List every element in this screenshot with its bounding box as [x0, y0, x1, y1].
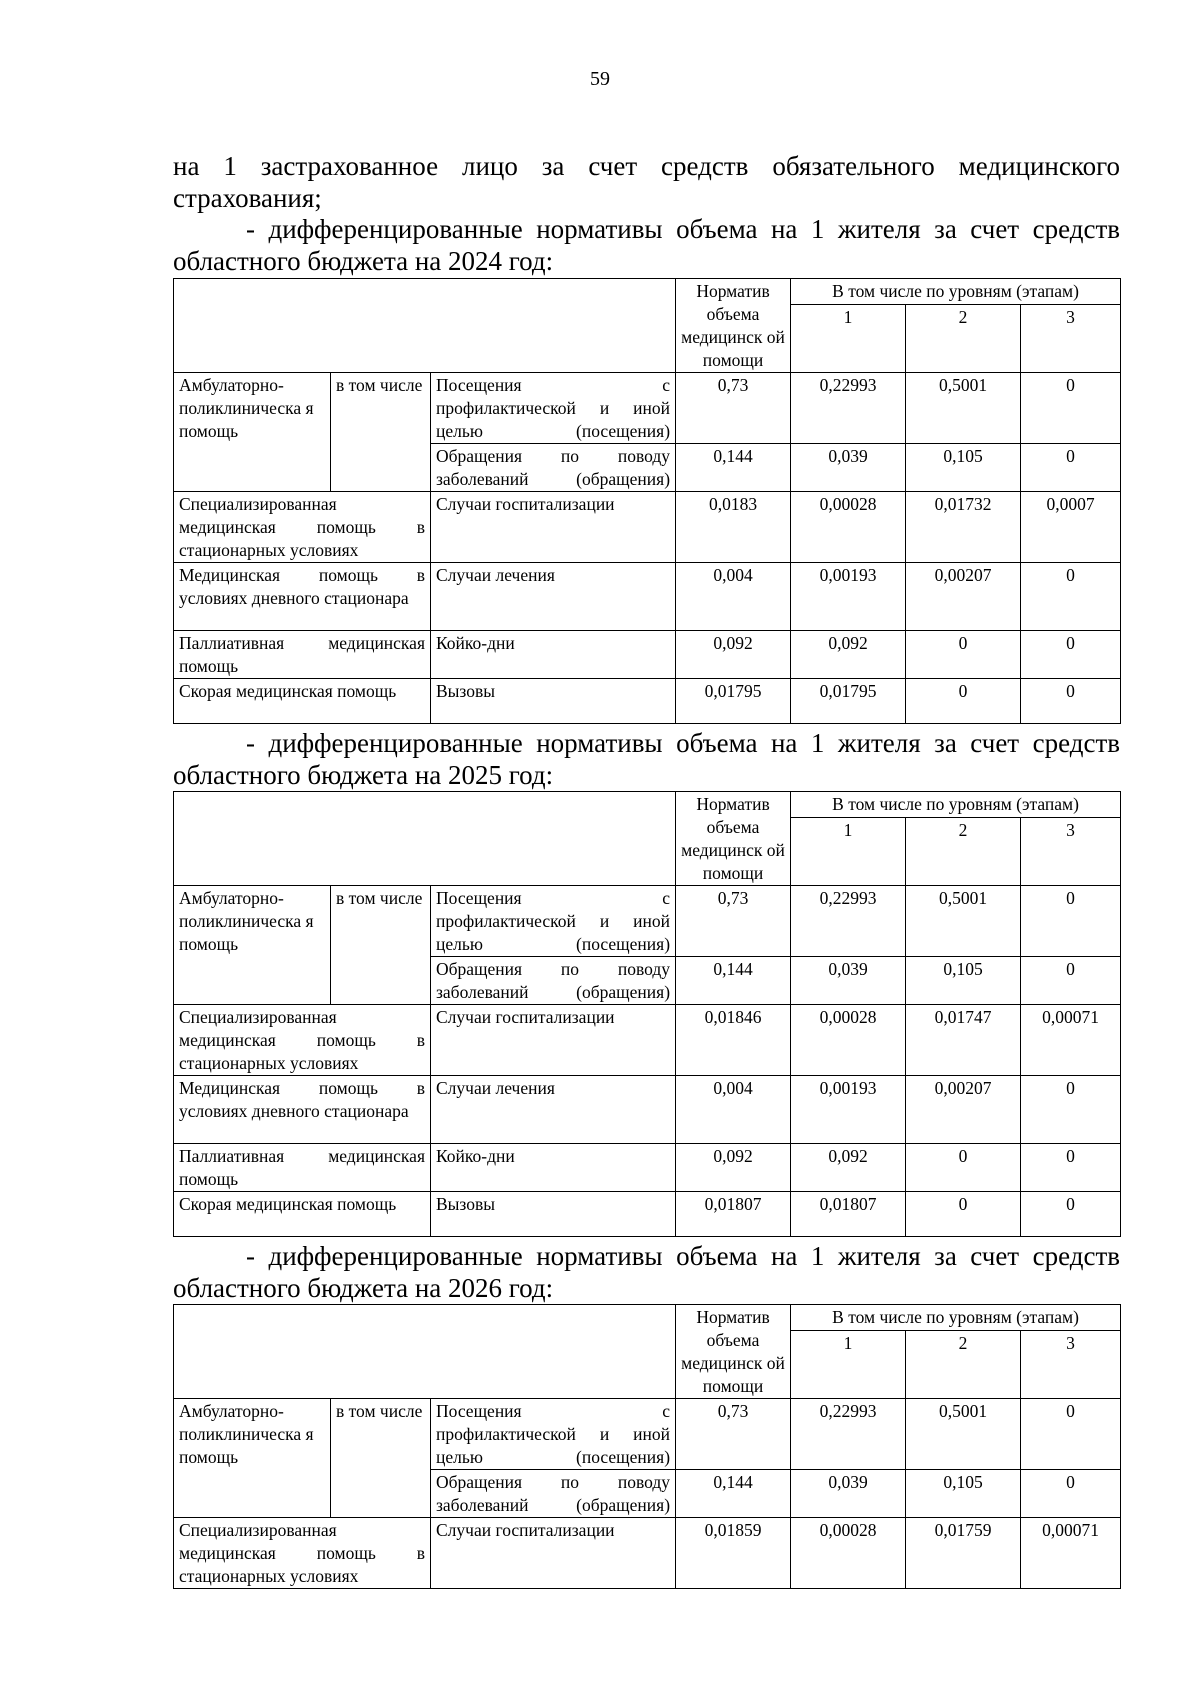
row-level-2-value: 0 [906, 1144, 1021, 1192]
row-level-2-value: 0,5001 [906, 373, 1021, 444]
row-level-2-value: 0,105 [906, 444, 1021, 492]
row-norm-value: 0,73 [676, 373, 791, 444]
header-level-1: 1 [791, 1330, 906, 1398]
row-level-3-value: 0 [1021, 679, 1121, 724]
table-row [174, 1518, 1121, 1589]
row-level-3-value: 0,00071 [1021, 1518, 1121, 1589]
row-level-1-value: 0,00193 [791, 1076, 906, 1144]
row-level-2-value: 0 [906, 679, 1021, 724]
row-norm-value: 0,0183 [676, 492, 791, 563]
header-level-1: 1 [791, 304, 906, 372]
row-unit: Обращения по поводу заболеваний (обращения) [431, 444, 676, 492]
row-category: Амбулаторно-поликлиническа я помощь [174, 1399, 331, 1518]
row-category: Паллиативная медицинская помощь [174, 631, 431, 679]
intro-line-2: страхования; [173, 183, 322, 213]
row-norm-value: 0,004 [676, 563, 791, 631]
row-norm-value: 0,092 [676, 631, 791, 679]
row-level-1-value: 0,039 [791, 444, 906, 492]
row-level-1-value: 0,092 [791, 631, 906, 679]
table-row [174, 1399, 1121, 1470]
header-empty-cell [174, 279, 676, 373]
row-norm-value: 0,004 [676, 1076, 791, 1144]
row-norm-value: 0,01795 [676, 679, 791, 724]
header-level-3: 3 [1021, 1330, 1121, 1398]
caption-2026-line-1: - дифференцированные нормативы объема на 1 жителя за счет средств [246, 1241, 1120, 1271]
row-unit: Посещения с профилактической и иной целью (посещения) [431, 886, 676, 957]
row-level-1-value: 0,00193 [791, 563, 906, 631]
row-level-2-value: 0 [906, 631, 1021, 679]
row-level-2-value: 0,01747 [906, 1005, 1021, 1076]
row-level-1-value: 0,22993 [791, 373, 906, 444]
header-empty-cell [174, 792, 676, 886]
row-level-1-value: 0,039 [791, 957, 906, 1005]
row-level-3-value: 0 [1021, 1076, 1121, 1144]
row-category: Скорая медицинская помощь [174, 679, 431, 724]
table-row [174, 1192, 1121, 1237]
table-header-row [174, 792, 1121, 818]
row-norm-value: 0,144 [676, 957, 791, 1005]
header-levels: В том числе по уровням (этапам) [791, 792, 1121, 818]
header-level-3: 3 [1021, 817, 1121, 885]
row-category: Скорая медицинская помощь [174, 1192, 431, 1237]
row-level-3-value: 0 [1021, 373, 1121, 444]
table-row [174, 679, 1121, 724]
caption-2024-line-1: - дифференцированные нормативы объема на 1 жителя за счет средств [246, 214, 1120, 244]
header-empty-cell [174, 1305, 676, 1399]
caption-2026-line-2: областного бюджета на 2026 год: [173, 1273, 554, 1303]
row-category: Амбулаторно-поликлиническа я помощь [174, 373, 331, 492]
table-row [174, 373, 1121, 444]
caption-2024-line-2: областного бюджета на 2024 год: [173, 246, 554, 276]
norm-table-2026 [173, 1304, 1121, 1589]
caption-2025-line-1: - дифференцированные нормативы объема на 1 жителя за счет средств [246, 728, 1120, 758]
row-level-2-value: 0,01759 [906, 1518, 1021, 1589]
row-subcategory: в том числе [331, 1399, 431, 1518]
row-category: Медицинская помощь в условиях дневного стационара [174, 563, 431, 631]
row-norm-value: 0,144 [676, 444, 791, 492]
row-level-2-value: 0 [906, 1192, 1021, 1237]
row-unit: Посещения с профилактической и иной целью (посещения) [431, 1399, 676, 1470]
row-level-3-value: 0 [1021, 631, 1121, 679]
row-unit: Случаи лечения [431, 563, 676, 631]
row-category: Специализированная медицинская помощь в стационарных условиях [174, 1005, 431, 1076]
row-level-2-value: 0,00207 [906, 563, 1021, 631]
row-level-1-value: 0,01807 [791, 1192, 906, 1237]
table-row [174, 1076, 1121, 1144]
row-unit: Случаи госпитализации [431, 492, 676, 563]
caption-2025-line-2: областного бюджета на 2025 год: [173, 760, 554, 790]
table-header-row [174, 1305, 1121, 1331]
intro-line-1: на 1 застрахованное лицо за счет средств обязательного медицинского [173, 151, 1120, 181]
row-category: Амбулаторно-поликлиническа я помощь [174, 886, 331, 1005]
header-levels: В том числе по уровням (этапам) [791, 279, 1121, 305]
row-unit: Случаи госпитализации [431, 1518, 676, 1589]
header-level-1: 1 [791, 817, 906, 885]
row-level-3-value: 0 [1021, 1144, 1121, 1192]
row-level-3-value: 0,00071 [1021, 1005, 1121, 1076]
row-category: Специализированная медицинская помощь в стационарных условиях [174, 1518, 431, 1589]
row-level-1-value: 0,01795 [791, 679, 906, 724]
row-level-2-value: 0,105 [906, 957, 1021, 1005]
norm-table-2024 [173, 278, 1121, 724]
header-norm: Норматив объема медицинск ой помощи [676, 1305, 791, 1399]
table-row [174, 1144, 1121, 1192]
row-unit: Койко-дни [431, 1144, 676, 1192]
row-level-2-value: 0,5001 [906, 886, 1021, 957]
table-row [174, 563, 1121, 631]
intro-paragraph-end [173, 182, 1120, 214]
header-levels: В том числе по уровням (этапам) [791, 1305, 1121, 1331]
row-level-3-value: 0 [1021, 444, 1121, 492]
header-level-3: 3 [1021, 304, 1121, 372]
row-level-3-value: 0 [1021, 1192, 1121, 1237]
header-norm: Норматив объема медицинск ой помощи [676, 792, 791, 886]
row-level-1-value: 0,22993 [791, 1399, 906, 1470]
row-level-2-value: 0,5001 [906, 1399, 1021, 1470]
row-level-2-value: 0,00207 [906, 1076, 1021, 1144]
header-level-2: 2 [906, 304, 1021, 372]
row-level-1-value: 0,22993 [791, 886, 906, 957]
row-unit: Обращения по поводу заболеваний (обращения) [431, 1470, 676, 1518]
row-level-1-value: 0,00028 [791, 1518, 906, 1589]
table-row [174, 1005, 1121, 1076]
table-row [174, 492, 1121, 563]
row-unit: Случаи лечения [431, 1076, 676, 1144]
header-norm: Норматив объема медицинск ой помощи [676, 279, 791, 373]
row-level-3-value: 0,0007 [1021, 492, 1121, 563]
row-level-1-value: 0,00028 [791, 1005, 906, 1076]
row-category: Паллиативная медицинская помощь [174, 1144, 431, 1192]
row-level-3-value: 0 [1021, 886, 1121, 957]
row-level-2-value: 0,01732 [906, 492, 1021, 563]
row-level-1-value: 0,039 [791, 1470, 906, 1518]
row-unit: Обращения по поводу заболеваний (обращения) [431, 957, 676, 1005]
row-norm-value: 0,01807 [676, 1192, 791, 1237]
row-unit: Вызовы [431, 679, 676, 724]
header-level-2: 2 [906, 1330, 1021, 1398]
row-unit: Посещения с профилактической и иной целью (посещения) [431, 373, 676, 444]
row-level-3-value: 0 [1021, 1470, 1121, 1518]
row-unit: Койко-дни [431, 631, 676, 679]
row-norm-value: 0,144 [676, 1470, 791, 1518]
row-level-2-value: 0,105 [906, 1470, 1021, 1518]
row-level-3-value: 0 [1021, 957, 1121, 1005]
row-norm-value: 0,73 [676, 886, 791, 957]
row-norm-value: 0,73 [676, 1399, 791, 1470]
row-unit: Вызовы [431, 1192, 676, 1237]
row-subcategory: в том числе [331, 373, 431, 492]
row-level-3-value: 0 [1021, 563, 1121, 631]
intro-paragraph [173, 150, 1120, 182]
row-unit: Случаи госпитализации [431, 1005, 676, 1076]
row-category: Медицинская помощь в условиях дневного стационара [174, 1076, 431, 1144]
table-row [174, 886, 1121, 957]
row-level-1-value: 0,00028 [791, 492, 906, 563]
row-category: Специализированная медицинская помощь в стационарных условиях [174, 492, 431, 563]
norm-table-2025 [173, 791, 1121, 1237]
row-norm-value: 0,01859 [676, 1518, 791, 1589]
table-row [174, 631, 1121, 679]
row-level-3-value: 0 [1021, 1399, 1121, 1470]
row-subcategory: в том числе [331, 886, 431, 1005]
header-level-2: 2 [906, 817, 1021, 885]
row-norm-value: 0,092 [676, 1144, 791, 1192]
page-number: 59 [590, 68, 610, 90]
table-header-row [174, 279, 1121, 305]
row-norm-value: 0,01846 [676, 1005, 791, 1076]
row-level-1-value: 0,092 [791, 1144, 906, 1192]
